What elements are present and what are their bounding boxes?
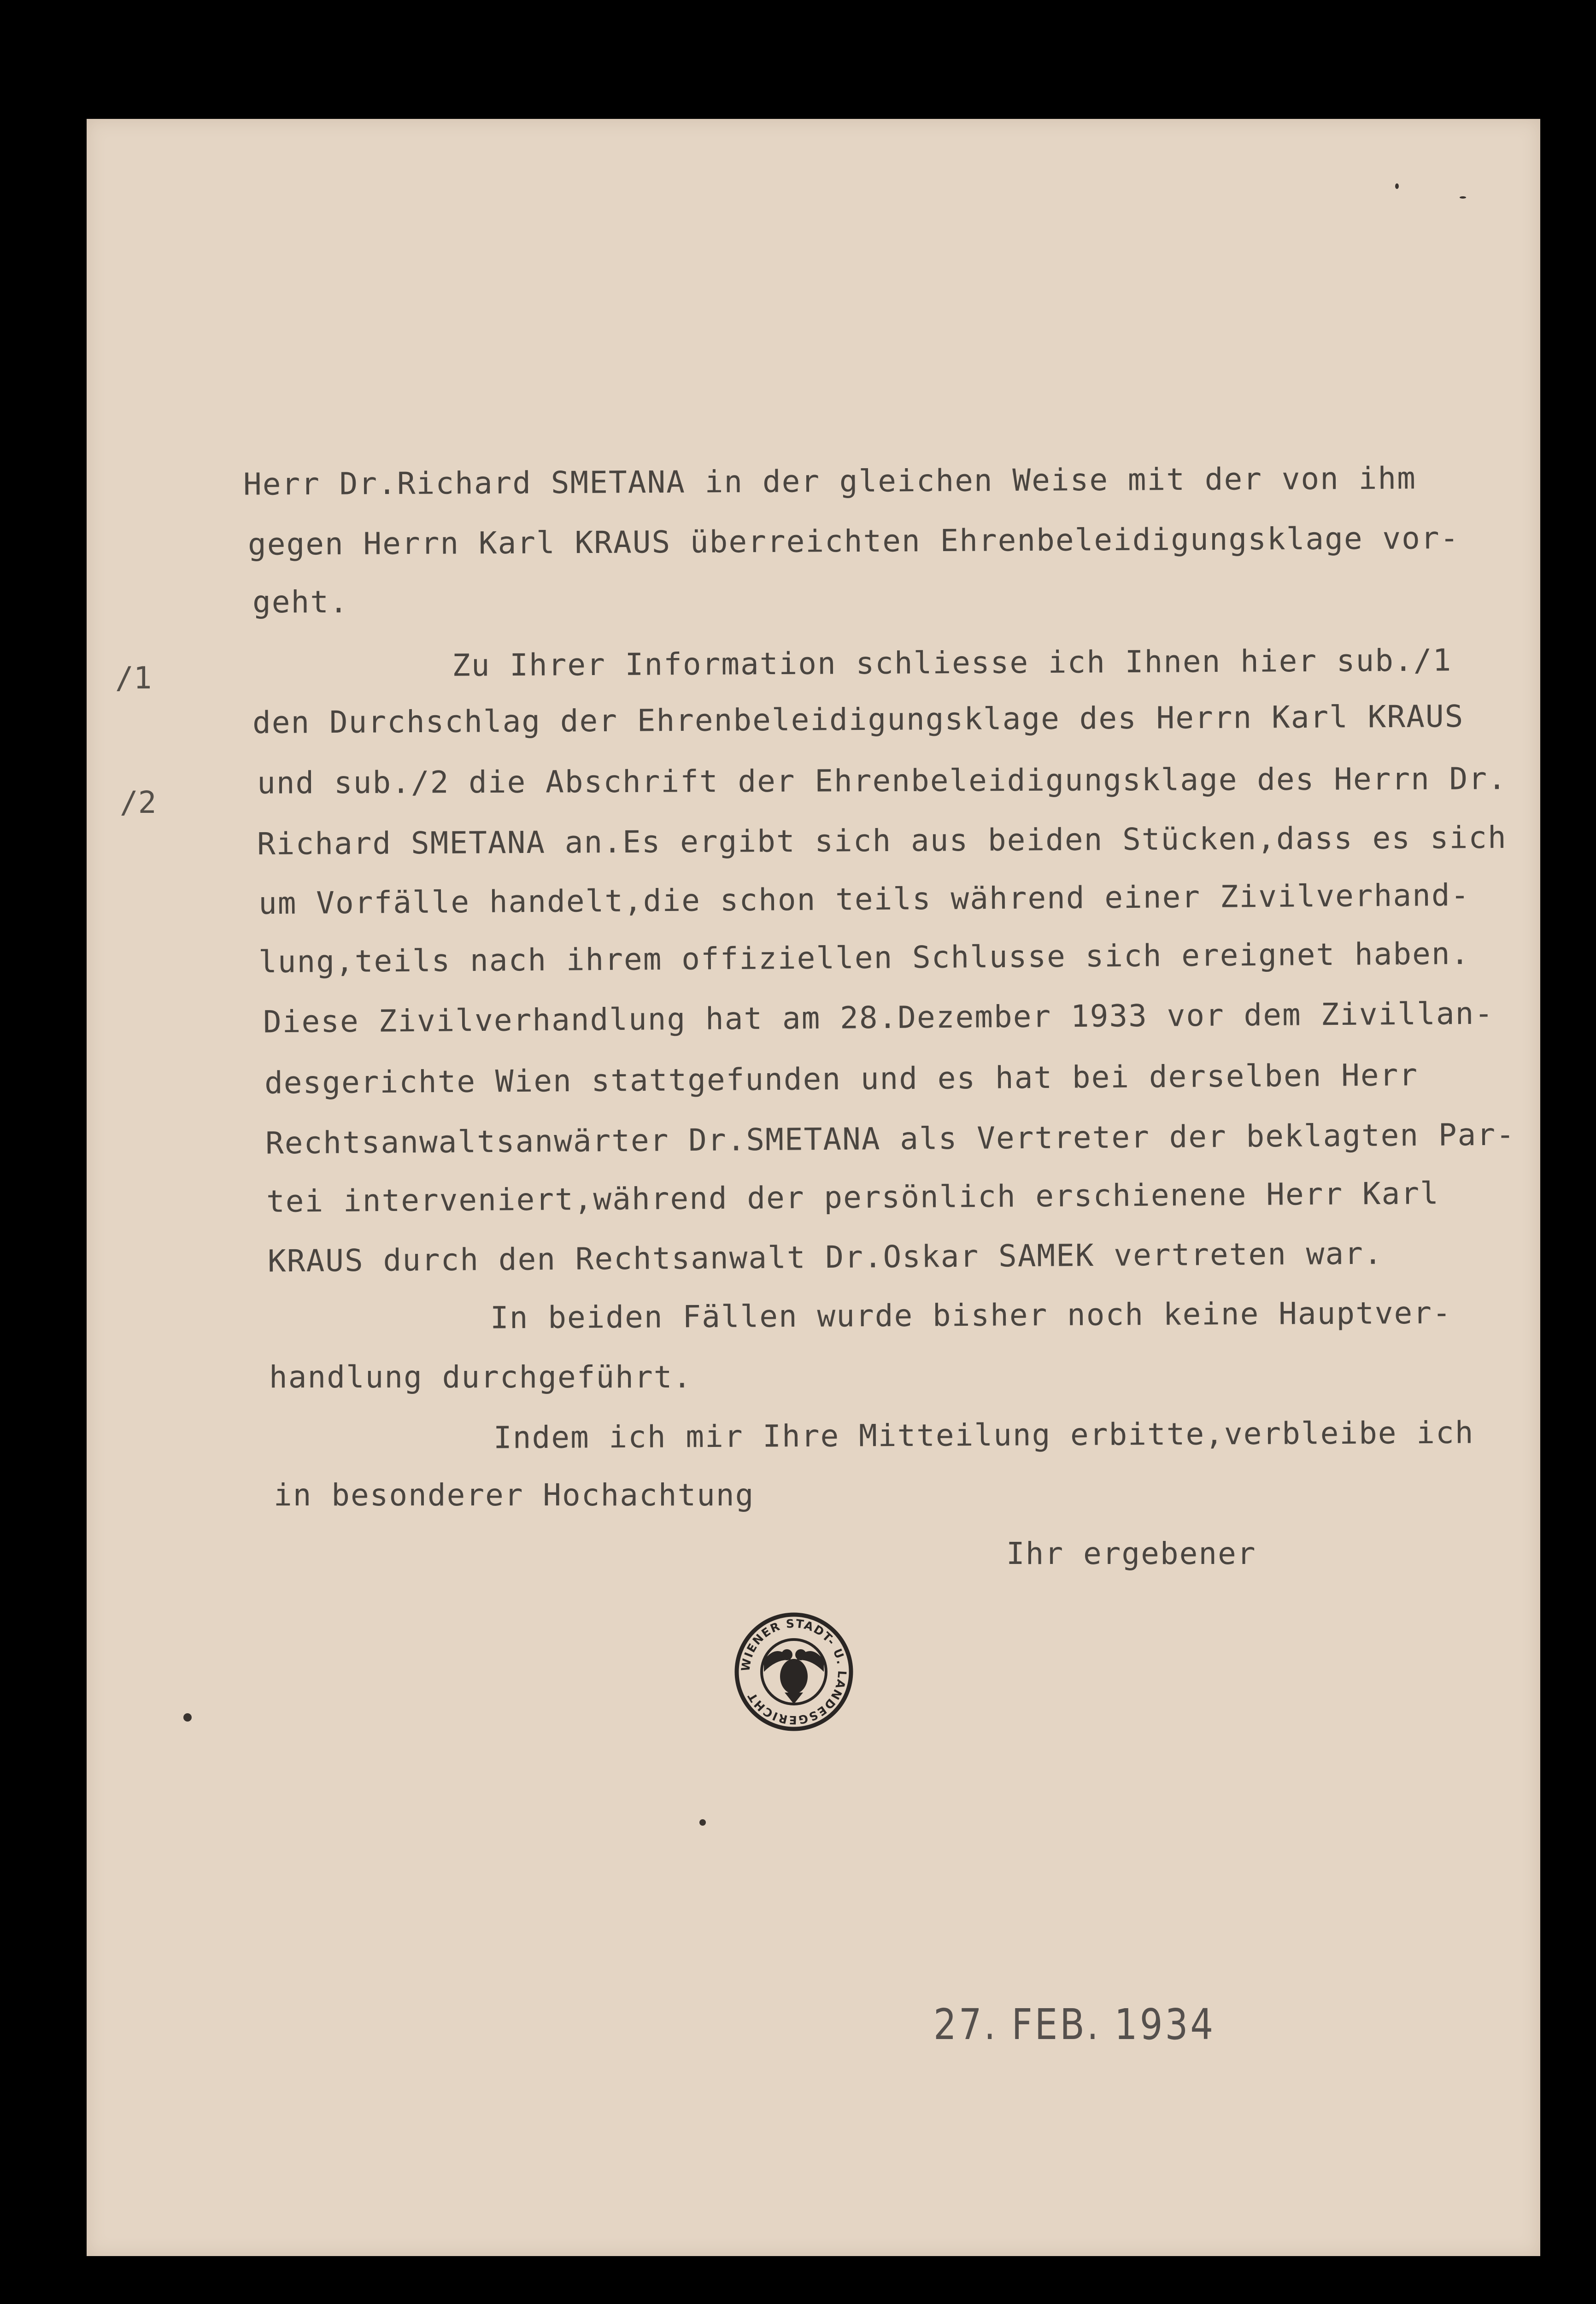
body-line-6: und sub./2 die Abschrift der Ehrenbeleidigungsklage des Herrn Dr. [257, 761, 1507, 801]
body-line-18: in besonderer Hochachtung [274, 1477, 755, 1513]
body-line-15: In beiden Fällen wurde bisher noch keine Hauptver- [490, 1295, 1452, 1336]
body-line-10: Diese Zivilverhandlung hat am 28.Dezember 1933 vor dem Zivillan- [263, 995, 1494, 1040]
body-line-9: lung,teils nach ihrem offiziellen Schlusse sich ereignet haben. [258, 935, 1470, 980]
body-line-8: um Vorfälle handelt,die schon teils während einer Zivilverhand- [258, 877, 1470, 922]
letter-body [87, 119, 1540, 2256]
letter-page [87, 119, 1540, 2256]
body-line-4: Zu Ihrer Information schliesse ich Ihnen hier sub./1 [452, 642, 1452, 683]
body-line-13: tei interveniert,während der persönlich erschienene Herr Karl [266, 1176, 1440, 1219]
body-line-2: gegen Herrn Karl KRAUS überreichten Ehrenbeleidigungsklage vor- [247, 520, 1460, 562]
ink-speck [183, 1713, 192, 1722]
body-line-16: handlung durchgeführt. [269, 1359, 692, 1395]
court-seal-stamp [732, 1610, 856, 1734]
body-line-17: Indem ich mir Ihre Mitteilung erbitte,verbleibe ich [493, 1415, 1474, 1456]
body-line-3: geht. [252, 584, 349, 620]
seal-text: WIENER STADT- U. LANDESGERICHT [739, 1616, 849, 1727]
body-line-1: Herr Dr.Richard SMETANA in der gleichen Weise mit der von ihm [243, 460, 1417, 502]
closing-line: Ihr ergebener [1006, 1536, 1256, 1571]
ink-speck [1460, 196, 1466, 199]
margin-ref-2: /2 [120, 785, 157, 820]
margin-ref-1: /1 [115, 660, 152, 696]
body-line-7: Richard SMETANA an.Es ergibt sich aus beiden Stücken,dass es sich [257, 819, 1507, 862]
received-date-stamp: 27. FEB. 1934 [933, 2000, 1216, 2049]
body-line-11: desgerichte Wien stattgefunden und es hat bei derselben Herr [264, 1057, 1419, 1101]
body-line-5: den Durchschlag der Ehrenbeleidigungsklage des Herrn Karl KRAUS [252, 699, 1464, 741]
ink-speck [1395, 183, 1399, 189]
body-line-14: KRAUS durch den Rechtsanwalt Dr.Oskar SAMEK vertreten war. [267, 1235, 1383, 1279]
ink-speck [699, 1819, 706, 1826]
body-line-12: Rechtsanwaltsanwärter Dr.SMETANA als Vertreter der beklagten Par- [265, 1117, 1516, 1161]
